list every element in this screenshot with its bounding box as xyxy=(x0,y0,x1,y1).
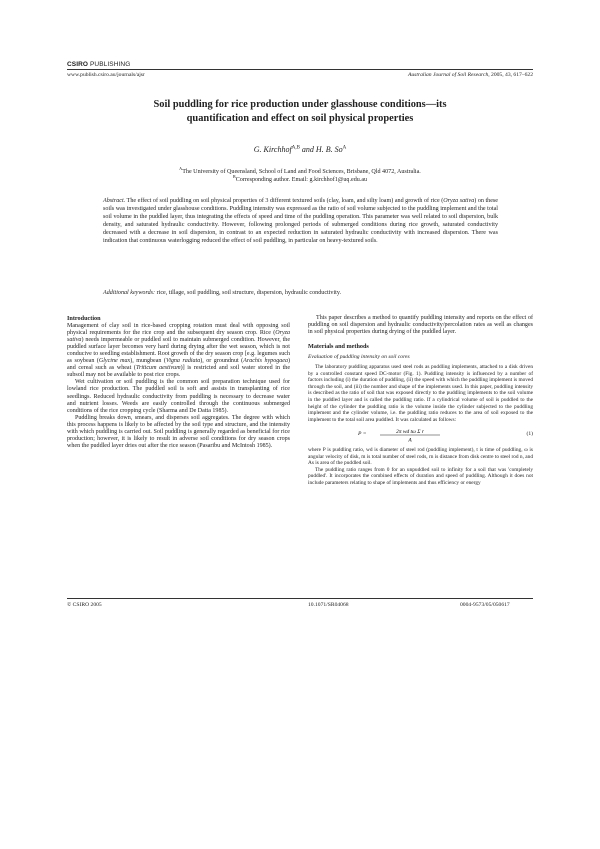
author-line xyxy=(100,145,500,154)
title-line-1: Soil puddling for rice production under glasshouse conditions—its xyxy=(153,99,447,110)
methods-paragraph-3: The puddling ratio ranges from 0 for an unpuddled soil to infinity for a soil that was 'completely puddled'. It incorporates the combined effects of duration and speed of puddling. Although it does not include parameters relating to shape of implements and thus efficiency or energy xyxy=(308,466,533,486)
keywords-list: rice, tillage, soil puddling, soil structure, dispersion, hydraulic conductivity. xyxy=(155,290,342,296)
species-oryza: Oryza sativa xyxy=(67,330,290,344)
left-column xyxy=(67,315,290,450)
header-rule xyxy=(67,69,533,70)
introduction-heading: Introduction xyxy=(67,315,101,322)
equation-1 xyxy=(308,427,533,443)
intro-p1-b: ) needs impermeable or puddled soil to maintain submerged condition. However, the puddled surface layer becomes very hard during drying after the wet season, which is not conducive to seedling establishment. Root growth of the dry season crop [e.g. legumes such as soybean ( xyxy=(67,337,290,365)
abstract xyxy=(103,198,498,246)
affiliation-1-mark: A xyxy=(179,166,183,171)
author-2: H. B. So xyxy=(315,145,343,154)
abstract-text-1: The effect of soil puddling on soil physical properties of 3 different textured soils (clay, loam, and silty loam) and growth of rice ( xyxy=(125,198,444,204)
publisher-logo xyxy=(67,61,130,68)
materials-methods-heading: Materials and methods xyxy=(308,343,369,351)
abstract-species: Oryza sativa xyxy=(443,198,475,204)
journal-url[interactable]: www.publish.csiro.au/journals/ajsr xyxy=(67,72,145,78)
corresponding-author-email[interactable]: Corresponding author. Email: g.kirchhof1@uq.edu.au xyxy=(235,177,368,184)
intro-p1-d: ), or groundnut ( xyxy=(200,358,244,365)
affiliation-2-mark: B xyxy=(232,174,236,179)
copyright: © CSIRO 2005 xyxy=(67,602,102,608)
species-glycine: Glycine max xyxy=(98,358,131,365)
journal-volume: 2005, 43, 617–622 xyxy=(489,72,533,78)
intro-paragraph-1 xyxy=(67,323,290,379)
intro-p1-f: )] is restricted and soil water stored in the subsoil may not be available to post rice crops. xyxy=(67,365,291,379)
equation-number: (1) xyxy=(526,431,533,438)
publisher-name-bold: CSIRO xyxy=(67,61,89,68)
title-line-2: quantification and effect on soil physical properties xyxy=(186,112,414,124)
footer-rule xyxy=(67,598,533,599)
affiliation-2 xyxy=(80,173,520,184)
affiliation-1-text: The University of Queensland, School of Land and Food Sciences, Brisbane, Qld 4072, Australia. xyxy=(182,169,421,176)
intro-paragraph-3: Puddling breaks down, smears, and disperses soil aggregates. The degree with which this process happens is likely to be affected by the soil type and structure, and the intensity with which puddling is carried out. Soil puddling is generally regarded as beneficial for rice production; however, it is likely to result in adverse soil conditions for dry season crops when the puddled layer dries out after the rice season (Pasaribu and McIntosh 1985). xyxy=(67,414,290,449)
intro-paragraph-4: This paper describes a method to quantify puddling intensity and reports on the effect of puddling on soil dispersion and hydraulic conductivity/percolation rates as well as changes in soil physical properties during drying of the puddled layer. xyxy=(308,315,533,336)
puddling-intensity-subheading: Evaluation of puddling intensity on soil cores xyxy=(308,354,410,361)
author-2-affiliation: A xyxy=(342,145,347,151)
section-gap xyxy=(308,336,533,343)
species-triticum: Triticum aestivum xyxy=(135,365,181,372)
author-conjunction: and xyxy=(299,145,316,154)
keywords xyxy=(103,290,498,296)
right-column xyxy=(308,315,533,486)
equation-numerator: 2π wd tω Σ r xyxy=(396,429,424,436)
paper-title xyxy=(90,98,510,125)
intro-p1-a: Management of clay soil in rice-based cropping rotation must deal with opposing soil physical requirements for the rice crop and the subsequent dry season crop. Rice ( xyxy=(67,323,290,337)
journal-name: Australian Journal of Soil Research, xyxy=(407,72,490,78)
abstract-text-2: ) on these soils was investigated under glasshouse conditions. Puddling intensity was expressed as the ratio of soil volume subjected to the puddling implement and the total soil volume in the puddled layer, thus integrating the effects of speed and time of the puddling operation. This parameter was well related to soil dispersion, bulk density, and saturated hydraulic conductivity. However, following prolonged periods of submerged conditions during rice growth, saturated conductivity decreased with a decrease in soil dispersion, in contrast to an expected reduction in saturated hydraulic conductivity with increased dispersion. There was indication that continuous waterlogging reduced the effect of soil puddling, in particular on heavy-textured soils. xyxy=(103,198,498,244)
methods-paragraph-1: The laboratory puddling apparatus used steel rods as puddling implements, attached to a disk driven by a controlled constant speed DC-motor (Fig. 1). Puddling intensity is influenced by a number of factors including (i) the duration of puddling, (ii) the speed with which the puddling implement is moved through the soil, and (iii) the number and shape of the implements used. In this paper, puddling intensity is described as the ratio of soil that was exposed directly to the puddling implements to the soil volume in the puddled layer and is called the puddling ratio. If a cylindrical volume of soil is puddled to the height of the cylinder the puddling ratio is the volume inside the cylinder subjected to the puddling implement and the cylinder volume, i.e. the puddling ratio reduces to the area of soil exposed to the implement to the total soil area puddled. It was calculated as follows: xyxy=(308,364,533,423)
equation-lhs: P = xyxy=(358,431,367,438)
journal-citation xyxy=(408,72,533,78)
species-vigna: Vigna radiata xyxy=(165,358,201,365)
methods-paragraph-2: where P is puddling ratio, wd is diameter of steel rod (puddling implement), t is time of puddling, ω is angular velocity of disk, m is total number of steel rods, rn is distance from disk centre to steel rod n, and As is area of the puddled soil. xyxy=(308,447,533,467)
doi[interactable]: 10.1071/SR04068 xyxy=(308,602,349,608)
issn: 0004-9573/05/050617 xyxy=(460,602,510,608)
equation-fraction xyxy=(378,427,442,444)
author-1-affiliation: A,B xyxy=(291,145,300,151)
intro-p1-c: ), mungbean ( xyxy=(130,358,166,365)
intro-p1-e: ) and cereal such as wheat ( xyxy=(67,358,290,372)
author-1: G. Kirchhof xyxy=(253,145,292,154)
keywords-label: Additional keywords: xyxy=(103,290,156,296)
species-arachis: Arachis hypogaea xyxy=(243,358,288,365)
equation-denominator: A xyxy=(408,437,412,444)
abstract-label: Abstract. xyxy=(103,198,126,204)
intro-paragraph-2: Wet cultivation or soil puddling is the common soil preparation technique used for lowland rice production. The puddled soil is soft and assists in transplanting of rice seedlings. Reduced hydraulic conductivity from puddling is necessary to decrease water and nutrient losses. Weeds are easily controlled through the continuous submerged conditions of the rice cropping cycle (Sharma and De Datta 1985). xyxy=(67,379,290,414)
publisher-name-rest: PUBLISHING xyxy=(88,61,131,68)
